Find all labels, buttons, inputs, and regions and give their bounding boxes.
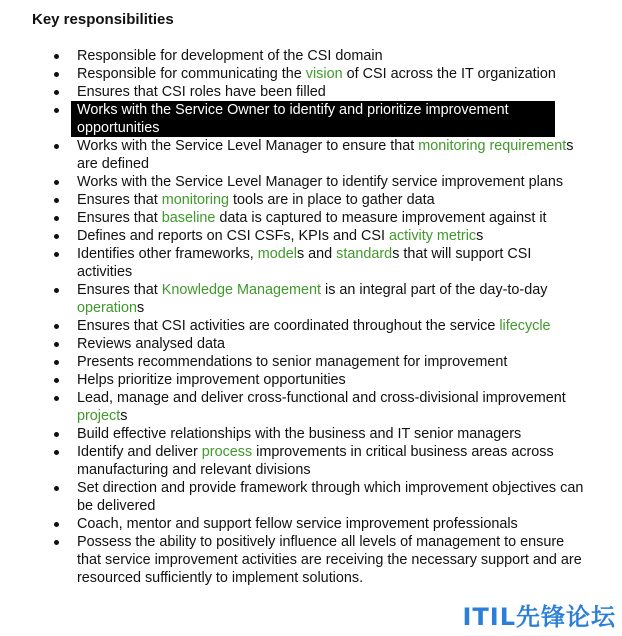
text-run: Possess the ability to positively influence all levels of management to ensure that service improvement activities are receiving the necessary support and are resourced sufficiently to implement solutions. [77,534,582,586]
text-run: Identifies other frameworks, [77,246,258,262]
glossary-link[interactable]: model [257,246,297,262]
text-run: of CSI across the IT organization [342,66,556,82]
text-run: Ensures that [77,192,162,208]
list-item-text [77,281,590,317]
list-item-text [77,389,590,425]
list-item-text [77,47,590,65]
list-item-text [71,101,555,137]
list-item [0,443,600,479]
list-item [0,47,600,65]
text-run: s that will support CSI activities [77,246,532,280]
glossary-link[interactable]: standard [336,246,393,262]
bullet-icon [54,72,59,77]
list-item-text [77,191,590,209]
bullet-icon [54,180,59,185]
list-item [0,533,600,587]
text-run: Helps prioritize improvement opportunities [77,372,346,388]
list-item [0,317,600,335]
glossary-link[interactable]: Knowledge Management [161,282,322,298]
text-run: Ensures that [77,210,162,226]
list-item [0,173,600,191]
list-item [0,281,600,317]
list-item [0,83,600,101]
text-run: s are defined [77,138,574,172]
list-item-text [77,479,590,515]
text-run: Ensures that [77,282,162,298]
list-item-text [77,317,590,335]
bullet-icon [54,288,59,293]
watermark-logo: ITIL先锋论坛 [462,603,616,631]
list-item-text [77,515,590,533]
glossary-link[interactable]: monitoring requirement [418,138,567,154]
bullet-icon [54,450,59,455]
bullet-icon [54,108,59,113]
list-item [0,65,600,83]
list-item-text [77,371,590,389]
list-item [0,371,600,389]
list-item [0,209,600,227]
list-item-text [77,335,590,353]
list-item-text [77,353,590,371]
section-heading: Key responsibilities [32,11,174,28]
bullet-icon [54,90,59,95]
bullet-icon [54,234,59,239]
text-run: improvements in critical business areas across manufacturing and relevant divisions [77,444,554,478]
list-item [0,353,600,371]
text-run: Ensures that CSI activities are coordinated throughout the service [77,318,500,334]
bullet-icon [54,216,59,221]
list-item [0,515,600,533]
text-run: Reviews analysed data [77,336,225,352]
bullet-icon [54,540,59,545]
list-item [0,479,600,515]
bullet-icon [54,486,59,491]
bullet-icon [54,144,59,149]
list-item [0,101,600,137]
bullet-icon [54,378,59,383]
glossary-link[interactable]: activity metric [388,228,477,244]
text-run: Responsible for development of the CSI domain [77,48,383,64]
text-run: s [120,408,128,424]
list-item-text [77,173,590,191]
list-item [0,335,600,353]
glossary-link[interactable]: monitoring [161,192,229,208]
glossary-link[interactable]: baseline [161,210,216,226]
text-run: s [137,300,145,316]
glossary-link[interactable]: operation [77,300,138,316]
text-run: Lead, manage and deliver cross-functional and cross-divisional improvement [77,390,566,406]
list-item-text [77,137,590,173]
list-item-text [77,227,590,245]
text-run: Identify and deliver [77,444,202,460]
text-run: Set direction and provide framework through which improvement objectives can be delivered [77,480,584,514]
text-run: s and [296,246,337,262]
list-item [0,245,600,281]
text-run: Presents recommendations to senior management for improvement [77,354,508,370]
glossary-link[interactable]: lifecycle [499,318,551,334]
list-item-text [77,209,590,227]
list-item-text [77,83,590,101]
bullet-icon [54,54,59,59]
bullet-icon [54,342,59,347]
bullet-icon [54,432,59,437]
text-run: Ensures that CSI roles have been filled [77,84,326,100]
text-run: Works with the Service Level Manager to ensure that [77,138,419,154]
list-item [0,137,600,173]
list-item-text [77,533,590,587]
text-run: Works with the Service Level Manager to identify service improvement plans [77,174,564,190]
text-run: tools are in place to gather data [229,192,435,208]
responsibilities-list [0,47,600,587]
list-item-text [77,245,590,281]
bullet-icon [54,522,59,527]
text-run: Responsible for communicating the [77,66,306,82]
text-run: Build effective relationships with the business and IT senior managers [77,426,522,442]
text-run: s [476,228,484,244]
list-item [0,191,600,209]
list-item [0,389,600,425]
list-item-text [77,425,590,443]
list-item [0,425,600,443]
text-run: is an integral part of the day-to-day [321,282,548,298]
glossary-link[interactable]: project [77,408,121,424]
text-run: Coach, mentor and support fellow service improvement professionals [77,516,518,532]
list-item [0,227,600,245]
glossary-link[interactable]: vision [305,66,343,82]
bullet-icon [54,252,59,257]
bullet-icon [54,396,59,401]
bullet-icon [54,324,59,329]
bullet-icon [54,360,59,365]
list-item-text [77,443,590,479]
list-item-text [77,65,590,83]
bullet-icon [54,198,59,203]
text-run: Works with the Service Owner to identify and prioritize improvement opportunities [77,102,509,136]
glossary-link[interactable]: process [201,444,253,460]
text-run: Defines and reports on CSI CSFs, KPIs and CSI [77,228,389,244]
text-run: data is captured to measure improvement against it [215,210,547,226]
